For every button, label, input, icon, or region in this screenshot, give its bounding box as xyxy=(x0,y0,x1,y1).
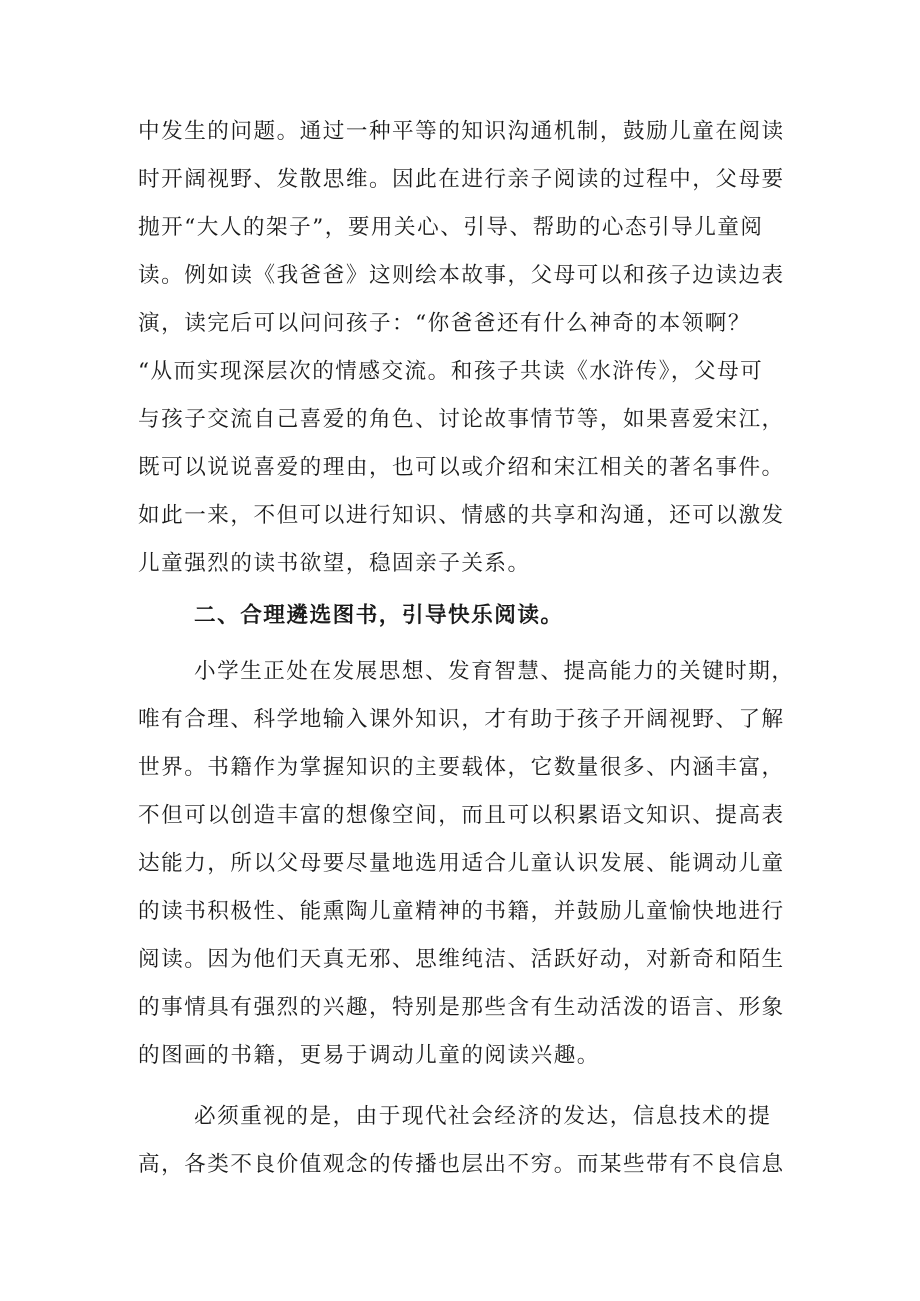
paragraph-2-line-8: 的事情具有强烈的兴趣，特别是那些含有生动活泼的语言、形象 xyxy=(138,995,785,1020)
paragraph-2-line-1: 小学生正处在发展思想、发育智慧、提高能力的关键时期， xyxy=(194,659,795,684)
paragraph-2-line-4: 不但可以创造丰富的想像空间，而且可以积累语文知识、提高表 xyxy=(138,803,785,828)
paragraph-2-line-2: 唯有合理、科学地输入课外知识，才有助于孩子开阔视野、了解 xyxy=(138,707,785,732)
paragraph-1-line-4: 读。例如读《我爸爸》这则绘本故事，父母可以和孩子边读边表 xyxy=(138,263,785,288)
paragraph-1-line-7: 与孩子交流自己喜爱的角色、讨论故事情节等，如果喜爱宋江， xyxy=(138,407,785,432)
section-heading-2: 二、合理遴选图书，引导快乐阅读。 xyxy=(194,603,564,628)
paragraph-2-line-5: 达能力，所以父母要尽量地选用适合儿童认识发展、能调动儿童 xyxy=(138,851,785,876)
paragraph-1-line-9: 如此一来，不但可以进行知识、情感的共享和沟通，还可以激发 xyxy=(138,503,785,528)
paragraph-2-line-7: 阅读。因为他们天真无邪、思维纯洁、活跃好动，对新奇和陌生 xyxy=(138,947,785,972)
paragraph-1-line-1: 中发生的问题。通过一种平等的知识沟通机制，鼓励儿童在阅读 xyxy=(138,119,785,144)
paragraph-1-line-10: 儿童强烈的读书欲望，稳固亲子关系。 xyxy=(138,551,531,576)
paragraph-2-line-3: 世界。书籍作为掌握知识的主要载体，它数量很多、内涵丰富， xyxy=(138,755,785,780)
paragraph-1-line-3: 抛开“大人的架子”，要用关心、引导、帮助的心态引导儿童阅 xyxy=(138,215,764,240)
paragraph-1-line-5: 演，读完后可以问问孩子：“你爸爸还有什么神奇的本领啊？ xyxy=(138,311,751,336)
paragraph-1-line-2: 时开阔视野、发散思维。因此在进行亲子阅读的过程中，父母要 xyxy=(138,167,785,192)
paragraph-1-line-6: “从而实现深层次的情感交流。和孩子共读《水浒传》，父母可 xyxy=(138,359,764,384)
paragraph-3-line-2: 高，各类不良价值观念的传播也层出不穷。而某些带有不良信息 xyxy=(138,1152,785,1177)
paragraph-2-line-9: 的图画的书籍，更易于调动儿童的阅读兴趣。 xyxy=(138,1043,600,1068)
paragraph-2-line-6: 的读书积极性、能熏陶儿童精神的书籍，并鼓励儿童愉快地进行 xyxy=(138,899,785,924)
paragraph-1-line-8: 既可以说说喜爱的理由，也可以或介绍和宋江相关的著名事件。 xyxy=(138,455,785,480)
paragraph-3-line-1: 必须重视的是，由于现代社会经济的发达，信息技术的提 xyxy=(194,1104,772,1129)
